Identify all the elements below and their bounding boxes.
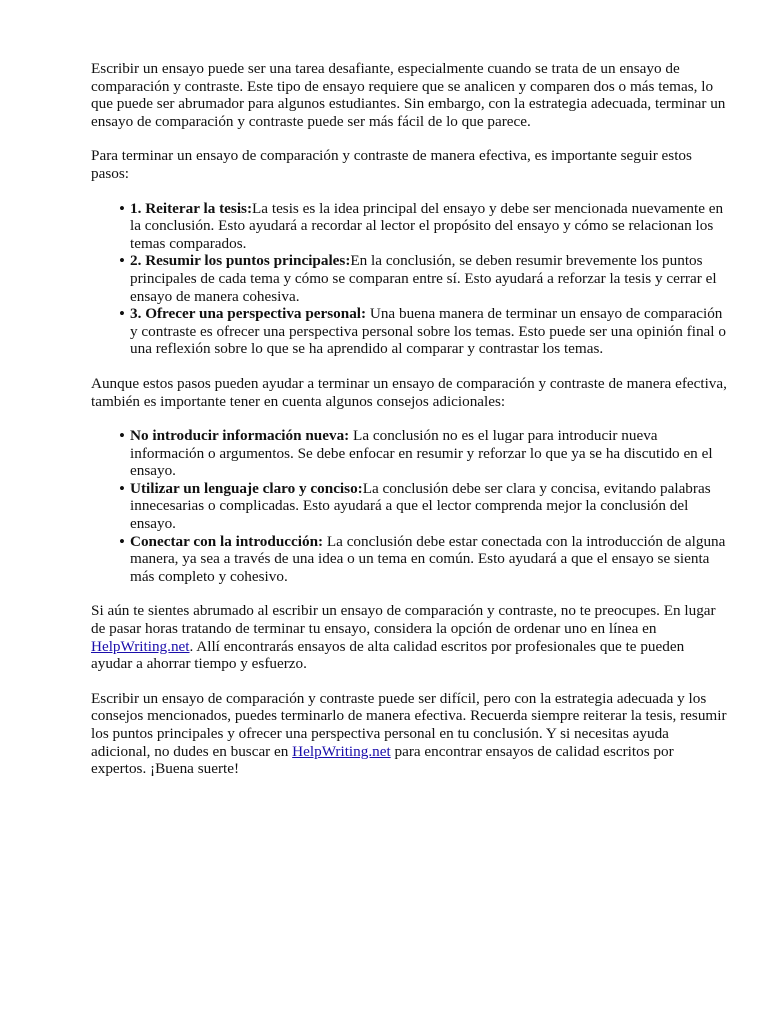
step-term: 3. Ofrecer una perspectiva personal: xyxy=(130,305,367,323)
tips-intro-paragraph: Aunque estos pasos pueden ayudar a terminar un ensayo de comparación y contraste de manera efectiva, también es importante tener en cuenta algunos consejos adicionales: xyxy=(91,374,727,410)
paragraph-text: Escribir un ensayo de comparación y contraste puede ser difícil, pero con la estrategia adecuada y los consejos mencionados, puedes terminarlo de manera efectiva. Recuerda siempre reiterar la tesis, resumir los puntos principales y ofrecer una perspectiva personal en tu conclusión. Y si necesitas ayuda adicional, no dudes en buscar en xyxy=(91,689,727,760)
bullet-icon: • xyxy=(119,304,125,324)
list-item xyxy=(119,531,727,586)
order-online-paragraph xyxy=(91,602,727,672)
paragraph-text: Si aún te sientes abrumado al escribir un ensayo de comparación y contraste, no te preocupes. En lugar de pasar horas tratando de terminar tu ensayo, considera la opción de ordenar uno en línea en xyxy=(91,602,716,638)
list-item xyxy=(119,478,727,533)
bullet-icon: • xyxy=(119,531,125,551)
tip-term: Conectar con la introducción: xyxy=(130,532,324,550)
helpwriting-link[interactable]: HelpWriting.net xyxy=(91,637,190,655)
closing-paragraph xyxy=(91,690,727,778)
step-text: Una buena manera de terminar un ensayo de comparación y contraste es ofrecer una perspectiva personal sobre los temas. Esto puede ser una opinión final o una reflexión sobre lo que se ha aprendido al comparar y contrastar los temas. xyxy=(130,305,726,358)
tip-text: La conclusión debe estar conectada con la introducción de alguna manera, ya sea a través de una idea o un tema en común. Esto ayudará a que el ensayo se sienta más completo y cohesivo. xyxy=(130,532,726,585)
step-text: La tesis es la idea principal del ensayo y debe ser mencionada nuevamente en la conclusión. Esto ayudará a recordar al lector el propósito del ensayo y cómo se relacionan los temas comparados. xyxy=(130,199,724,252)
bullet-icon: • xyxy=(119,251,125,271)
steps-intro-paragraph: Para terminar un ensayo de comparación y contraste de manera efectiva, es importante seguir estos pasos: xyxy=(91,147,692,182)
bullet-icon: • xyxy=(119,426,125,446)
tip-term: No introducir información nueva: xyxy=(130,427,350,445)
paragraph-text: para encontrar ensayos de calidad escritos por expertos. ¡Buena suerte! xyxy=(91,742,674,778)
tip-text: La conclusión debe ser clara y concisa, evitando palabras innecesarias o complicadas. Esto ayudará a que el lector comprenda mejor la conclusión del ensayo. xyxy=(130,479,711,533)
list-item xyxy=(119,426,727,480)
list-item xyxy=(119,251,727,305)
intro-paragraph: Escribir un ensayo puede ser una tarea desafiante, especialmente cuando se trata de un ensayo de comparación y contraste. Este tipo de ensayo requiere que se analicen y comparen dos o más temas, lo que puede ser abrumador para algunos estudiantes. Sin embargo, con la estrategia adecuada, terminar un ensayo de comparación y contraste puede ser más fácil de lo que parece. xyxy=(91,60,726,130)
steps-list xyxy=(91,200,727,358)
list-item xyxy=(119,198,727,253)
step-text: En la conclusión, se deben resumir brevemente los puntos principales de cada tema y cómo se comparan entre sí. Esto ayudará a reforzar la tesis y cerrar el ensayo de manera cohesiva. xyxy=(130,252,717,305)
list-item xyxy=(119,304,727,358)
step-term: 2. Resumir los puntos principales: xyxy=(130,252,351,270)
bullet-icon: • xyxy=(119,478,125,498)
bullet-icon: • xyxy=(119,198,125,218)
tips-list xyxy=(91,427,727,585)
paragraph-text: . Allí encontrarás ensayos de alta calidad escritos por profesionales que te pueden ayudar a ahorrar tiempo y esfuerzo. xyxy=(91,637,685,673)
step-term: 1. Reiterar la tesis: xyxy=(130,199,253,217)
tip-text: La conclusión no es el lugar para introducir nueva información o argumentos. Se debe enfocar en resumir y reforzar lo que ya se ha discutido en el ensayo. xyxy=(130,427,713,480)
document-page xyxy=(91,60,727,795)
helpwriting-link[interactable]: HelpWriting.net xyxy=(292,742,391,760)
tip-term: Utilizar un lenguaje claro y conciso: xyxy=(130,479,363,497)
